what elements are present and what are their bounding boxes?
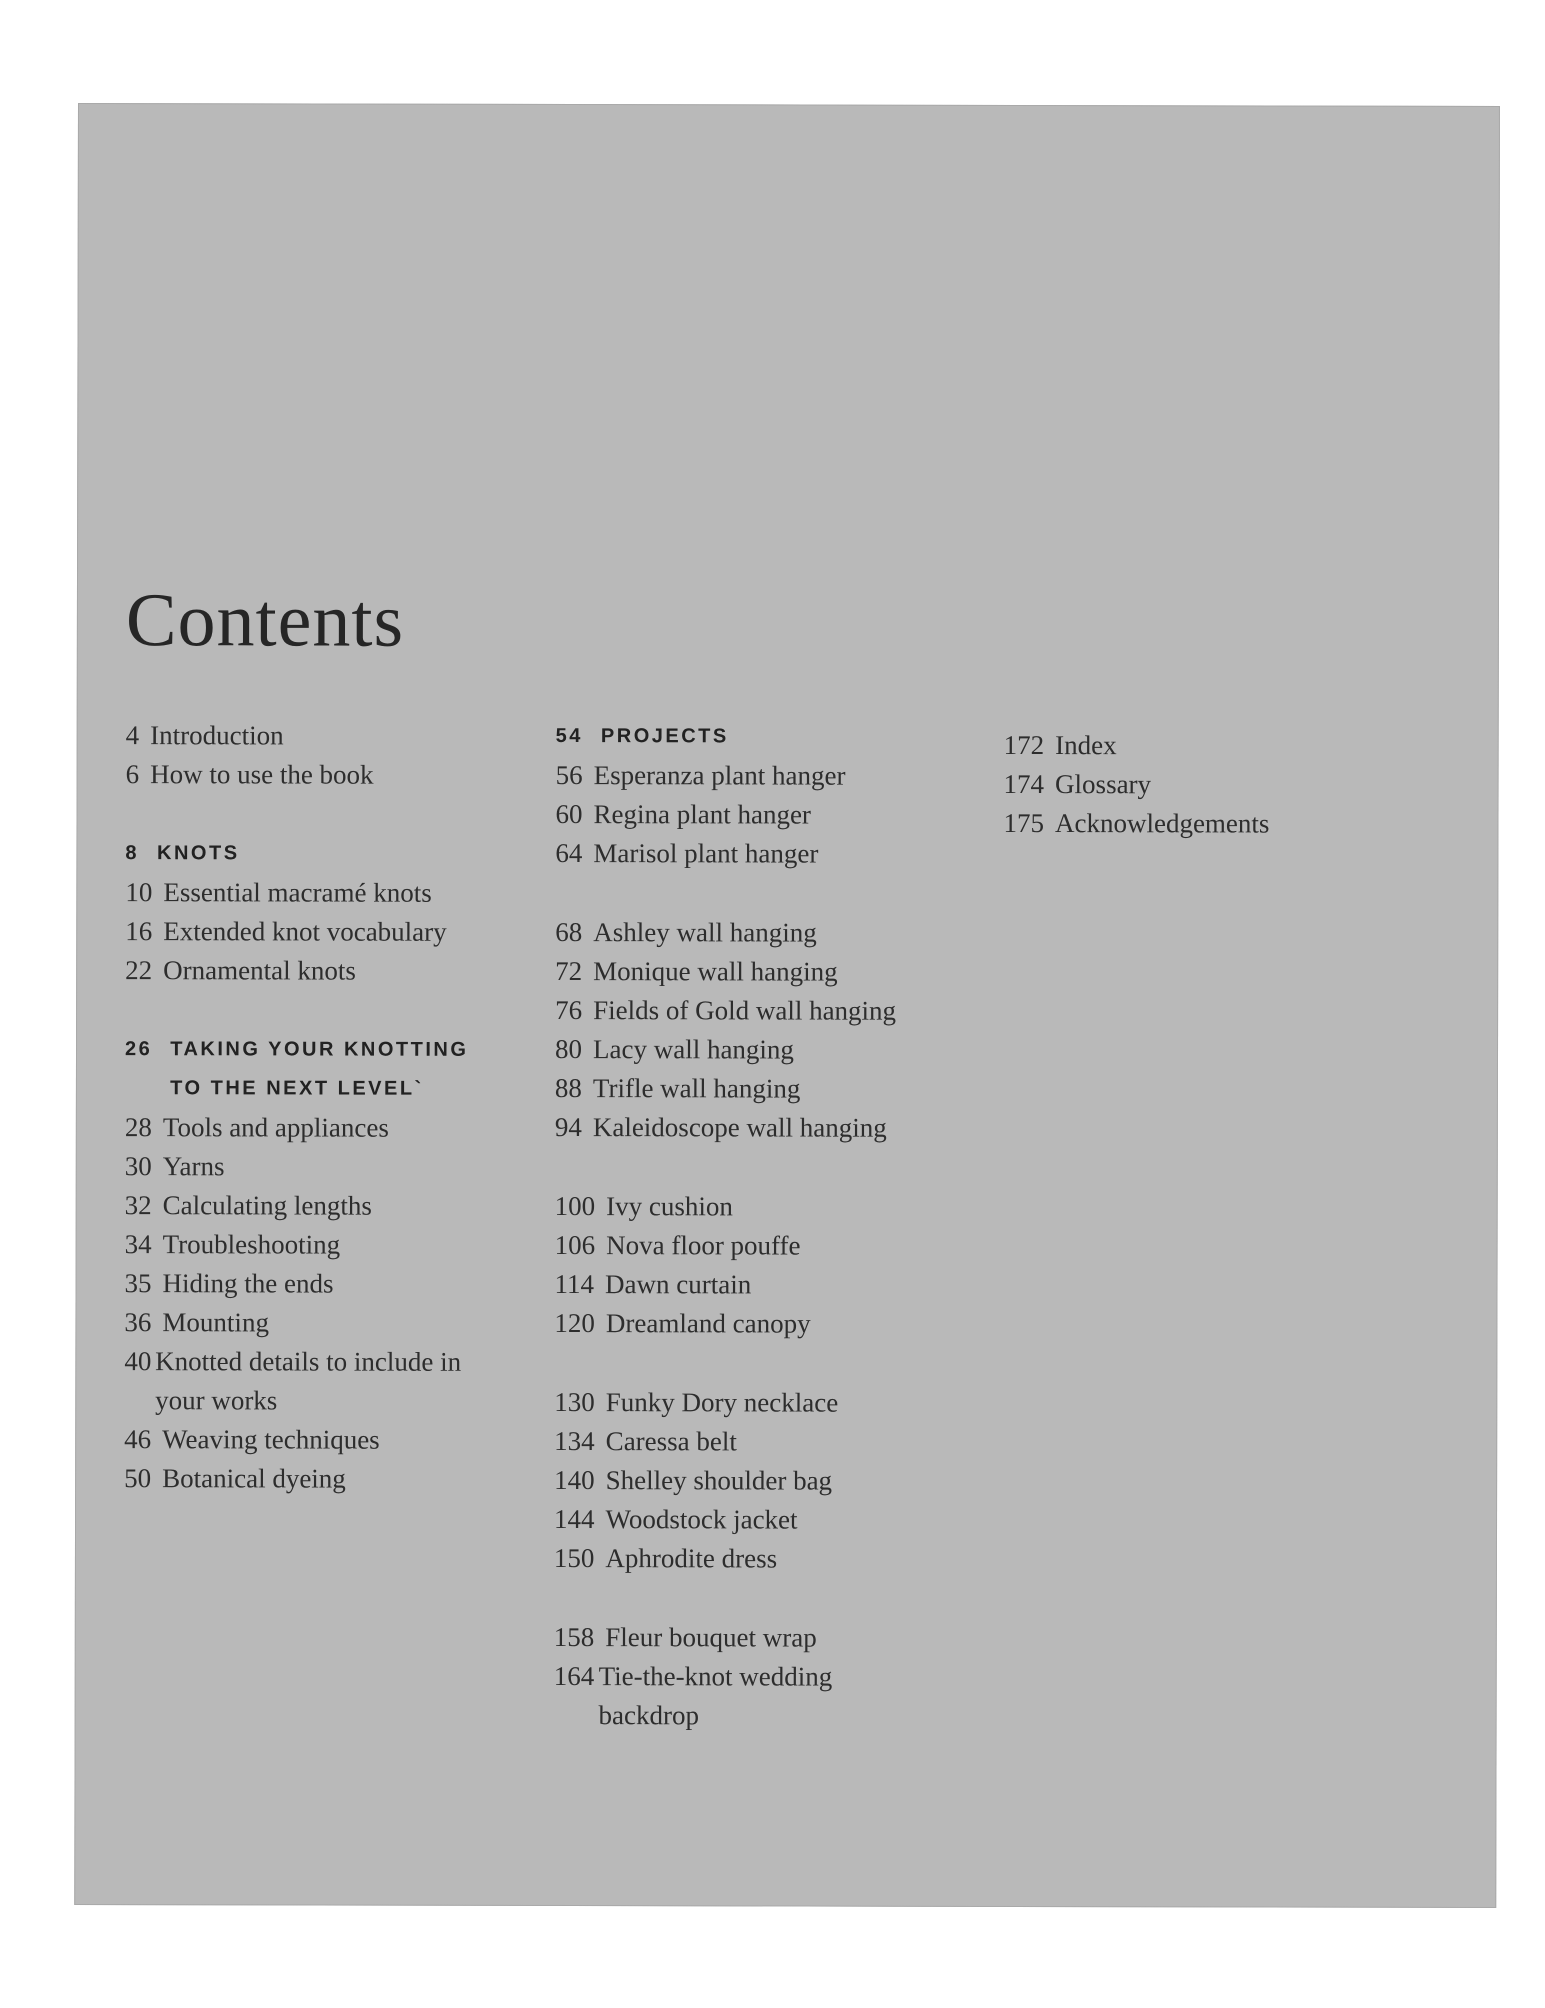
toc-entry[interactable] [555, 1030, 995, 1070]
toc-page-number: 6 [125, 759, 140, 790]
toc-page-number: 30 [124, 1151, 152, 1182]
toc-entry-label: Glossary [1055, 769, 1152, 800]
toc-page-number: 50 [124, 1463, 152, 1494]
toc-entry-label: Extended knot vocabulary [163, 916, 447, 947]
toc-page-number: 100 [554, 1191, 596, 1222]
toc-page-number: 130 [554, 1387, 595, 1418]
toc-entry-label: Monique wall hanging [593, 956, 838, 987]
toc-page-number: 120 [554, 1308, 595, 1339]
toc-entry[interactable] [555, 795, 995, 835]
toc-entry[interactable] [126, 755, 566, 795]
toc-entry[interactable] [124, 1459, 564, 1499]
toc-page-number: 106 [554, 1230, 596, 1261]
toc-entry[interactable] [554, 1500, 994, 1540]
toc-entry-label: Fleur bouquet wrap [605, 1622, 817, 1653]
toc-entry-label: Knotted details to include in your works [155, 1346, 462, 1416]
toc-column-1 [124, 716, 566, 1499]
toc-entry-label: Caressa belt [605, 1426, 737, 1457]
toc-entry-label: Ivy cushion [606, 1191, 733, 1222]
toc-entry[interactable] [555, 952, 995, 992]
toc-page-number: 158 [553, 1621, 595, 1653]
toc-entry-label: Ornamental knots [163, 955, 356, 986]
toc-page-number: 28 [124, 1112, 152, 1143]
toc-page-number: 10 [125, 877, 153, 908]
toc-entry[interactable] [1004, 765, 1464, 805]
toc-entry-label: Dawn curtain [604, 1269, 752, 1300]
toc-entry[interactable] [555, 1226, 995, 1266]
toc-page-number: 174 [1003, 768, 1045, 800]
toc-entry[interactable] [555, 991, 995, 1031]
toc-column-2 [554, 717, 996, 1736]
toc-entry-label: Hiding the ends [162, 1268, 334, 1299]
toc-page-number: 114 [554, 1269, 595, 1300]
section-heading[interactable] [556, 717, 996, 757]
section-heading[interactable] [125, 1030, 505, 1109]
toc-page-number: 150 [553, 1543, 595, 1574]
toc-page-number: 76 [555, 995, 583, 1026]
toc-page-number: 32 [124, 1190, 152, 1221]
toc-page-number: 94 [554, 1112, 582, 1143]
toc-entry[interactable] [555, 913, 995, 953]
toc-entry[interactable] [554, 1461, 994, 1501]
toc-entry[interactable] [125, 1108, 565, 1148]
toc-entry-label: Weaving techniques [162, 1424, 380, 1455]
toc-entry[interactable] [125, 912, 565, 952]
toc-entry[interactable] [125, 873, 565, 913]
section-page-number: 8 [125, 842, 140, 865]
toc-entry-label: Aphrodite dress [605, 1543, 778, 1574]
toc-page-number: 56 [555, 760, 583, 791]
toc-page-number: 68 [555, 917, 583, 948]
page-title: Contents [125, 578, 405, 663]
toc-entry-label: Funky Dory necklace [605, 1387, 839, 1418]
toc-entry[interactable] [124, 1420, 564, 1460]
toc-entry[interactable] [125, 1186, 565, 1226]
toc-entry[interactable] [1004, 726, 1464, 766]
toc-entry[interactable] [554, 1657, 884, 1736]
toc-entry-label: Woodstock jacket [605, 1504, 798, 1535]
toc-entry[interactable] [554, 1265, 994, 1305]
toc-page-number: 40 [124, 1346, 152, 1377]
section-heading-label: TAKING YOUR KNOTTING TO THE NEXT LEVEL` [170, 1038, 469, 1100]
toc-entry-label: Introduction [150, 720, 284, 751]
toc-entry-label: Dreamland canopy [605, 1308, 811, 1339]
toc-group [554, 1187, 994, 1344]
toc-entry-label: Ashley wall hanging [593, 917, 817, 948]
toc-group [554, 1618, 994, 1736]
toc-entry-label: Shelley shoulder bag [605, 1465, 833, 1496]
toc-entry-label: Tie-the-knot wedding backdrop [598, 1661, 833, 1731]
toc-page-number: 164 [553, 1660, 595, 1692]
toc-entry[interactable] [555, 1187, 995, 1227]
section-page-number: 54 [555, 725, 583, 748]
toc-group [1003, 726, 1463, 844]
toc-entry-label: How to use the book [150, 759, 374, 790]
toc-entry[interactable] [554, 1304, 994, 1344]
toc-entry[interactable] [554, 1422, 994, 1462]
toc-group [126, 716, 566, 795]
toc-column-3 [1003, 718, 1463, 844]
toc-entry-label: Nova floor pouffe [606, 1230, 801, 1261]
toc-entry-label: Marisol plant hanger [593, 838, 819, 869]
toc-group [124, 1030, 565, 1499]
toc-entry-label: Index [1055, 730, 1117, 761]
toc-page-number: 140 [554, 1465, 595, 1496]
toc-entry[interactable] [554, 1383, 994, 1423]
toc-entry[interactable] [125, 1225, 565, 1265]
toc-entry[interactable] [1003, 804, 1463, 844]
toc-page-number: 34 [124, 1229, 152, 1260]
toc-entry-label: Trifle wall hanging [592, 1073, 801, 1104]
section-page-number: 26 [124, 1038, 153, 1061]
toc-page-number: 36 [124, 1307, 152, 1338]
toc-entry-label: Essential macramé knots [163, 877, 432, 908]
toc-entry[interactable] [554, 1539, 994, 1579]
toc-entry-label: Fields of Gold wall hanging [593, 995, 897, 1026]
toc-entry-label: Lacy wall hanging [592, 1034, 794, 1065]
toc-page-number: 35 [124, 1268, 152, 1299]
toc-group [554, 1383, 994, 1579]
toc-entry[interactable] [124, 1342, 474, 1421]
toc-page-number: 64 [555, 838, 583, 869]
toc-entry[interactable] [555, 834, 995, 874]
toc-page-number: 4 [125, 720, 140, 751]
toc-entry[interactable] [124, 1303, 564, 1343]
toc-page-number: 46 [124, 1424, 152, 1455]
toc-entry-label: Kaleidoscope wall hanging [592, 1112, 887, 1143]
toc-entry[interactable] [125, 951, 565, 991]
toc-entry-label: Yarns [162, 1151, 225, 1182]
toc-page-number: 88 [554, 1073, 582, 1104]
toc-page-number: 172 [1003, 729, 1045, 761]
toc-group [125, 834, 565, 991]
section-heading-label: KNOTS [157, 842, 240, 865]
toc-page-number: 16 [125, 916, 153, 947]
toc-entry[interactable] [124, 1264, 564, 1304]
toc-entry-label: Regina plant hanger [593, 799, 811, 830]
toc-page-number: 80 [554, 1034, 583, 1065]
toc-entry-label: Calculating lengths [162, 1190, 372, 1221]
section-heading[interactable] [125, 834, 565, 874]
toc-page-number: 144 [554, 1504, 595, 1535]
toc-page-number: 134 [554, 1426, 595, 1457]
toc-page-number: 175 [1003, 807, 1045, 839]
toc-entry[interactable] [125, 1147, 565, 1187]
toc-entry[interactable] [556, 756, 996, 796]
toc-entry[interactable] [554, 1618, 994, 1658]
toc-entry-label: Tools and appliances [162, 1112, 389, 1143]
toc-entry-label: Botanical dyeing [162, 1463, 346, 1494]
toc-entry[interactable] [555, 1069, 995, 1109]
toc-page-number: 22 [125, 955, 153, 986]
toc-entry[interactable] [126, 716, 566, 756]
toc-entry-label: Esperanza plant hanger [593, 760, 846, 791]
toc-page-number: 72 [555, 956, 583, 987]
toc-entry-label: Mounting [162, 1307, 269, 1338]
toc-entry[interactable] [555, 1108, 995, 1148]
section-heading-label: PROJECTS [600, 725, 729, 748]
toc-entry-label: Troubleshooting [162, 1229, 341, 1260]
toc-group [555, 717, 995, 874]
toc-entry-label: Acknowledgements [1054, 808, 1270, 839]
toc-page-number: 60 [555, 799, 583, 830]
book-page [74, 103, 1500, 1908]
toc-group [555, 913, 995, 1148]
